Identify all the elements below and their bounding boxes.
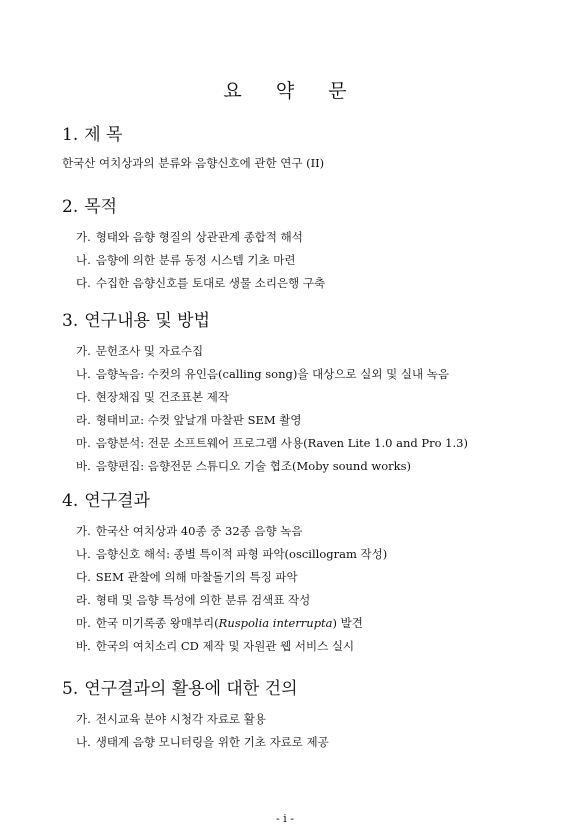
list-item <box>62 612 532 635</box>
item-prefix: 나. <box>76 367 91 381</box>
section-title <box>62 124 532 172</box>
section-heading-text: 제 목 <box>84 125 123 145</box>
item-text-after: ) 발견 <box>332 616 363 630</box>
list-item <box>62 708 532 731</box>
list-item <box>62 340 532 363</box>
list-item <box>62 226 532 249</box>
item-text: 음향녹음: 수컷의 유인음(calling song)을 대상으로 실외 및 실내 녹음 <box>95 367 449 381</box>
document-title: 요 약 문 <box>223 80 361 102</box>
list-item <box>62 566 532 589</box>
section-number: 4. <box>62 491 79 511</box>
section-number: 3. <box>62 311 79 331</box>
item-prefix: 가. <box>76 524 91 538</box>
section-purpose <box>62 196 532 295</box>
item-text: 음향분석: 전문 소프트웨어 프로그램 사용(Raven Lite 1.0 and Pro 1.3) <box>95 436 468 450</box>
item-prefix: 마. <box>76 436 91 450</box>
list-item <box>62 409 532 432</box>
item-text-before: 한국 미기록종 왕매부리( <box>95 616 219 630</box>
list-item <box>62 589 532 612</box>
item-prefix: 바. <box>76 459 91 473</box>
research-title-line: 한국산 여치상과의 분류와 음향신호에 관한 연구 (II) <box>62 156 325 170</box>
section-heading-text: 목적 <box>84 197 118 217</box>
item-prefix: 나. <box>76 735 91 749</box>
section-heading-text: 연구결과 <box>84 491 150 511</box>
list-item <box>62 363 532 386</box>
section-heading-text: 연구결과의 활용에 대한 건의 <box>84 679 298 699</box>
section-recommendations <box>62 678 532 754</box>
list-item <box>62 635 532 658</box>
page-number: - i - <box>276 812 294 825</box>
section-heading <box>62 124 532 146</box>
item-text: 한국의 여치소리 CD 제작 및 자원관 웹 서비스 실시 <box>95 639 355 653</box>
item-prefix: 다. <box>76 390 91 404</box>
list-item <box>62 520 532 543</box>
section-heading-text: 연구내용 및 방법 <box>84 311 210 331</box>
list-item <box>62 386 532 409</box>
list-item <box>62 455 532 478</box>
item-text: 형태와 음향 형질의 상관관계 종합적 해석 <box>95 230 303 244</box>
species-name-italic: Ruspolia interrupta <box>218 616 333 630</box>
item-prefix: 라. <box>76 593 91 607</box>
item-text: 현장채집 및 건조표본 제작 <box>95 390 229 404</box>
list-item <box>62 249 532 272</box>
list-item <box>62 543 532 566</box>
item-prefix: 마. <box>76 616 91 630</box>
list-item <box>62 272 532 295</box>
item-prefix: 바. <box>76 639 91 653</box>
list-item <box>62 432 532 455</box>
item-prefix: 라. <box>76 413 91 427</box>
item-text: 음향편집: 음향전문 스튜디오 기술 협조(Moby sound works) <box>95 459 411 473</box>
item-text: 음향에 의한 분류 동정 시스템 기초 마련 <box>95 253 296 267</box>
item-text: 형태 및 음향 특성에 의한 분류 검색표 작성 <box>95 593 311 607</box>
item-text: SEM 관찰에 의해 마찰돌기의 특징 파악 <box>95 570 298 584</box>
section-number: 1. <box>62 125 79 145</box>
item-prefix: 나. <box>76 253 91 267</box>
section-heading <box>62 196 532 218</box>
item-text: 한국산 여치상과 40종 중 32종 음향 녹음 <box>95 524 303 538</box>
item-prefix: 다. <box>76 570 91 584</box>
section-heading <box>62 678 532 700</box>
list-item <box>62 731 532 754</box>
item-prefix: 가. <box>76 344 91 358</box>
section-number: 5. <box>62 679 79 699</box>
section-heading <box>62 310 532 332</box>
item-text: 음향신호 해석: 종별 특이적 파형 파악(oscillogram 작성) <box>95 547 388 561</box>
item-prefix: 가. <box>76 230 91 244</box>
item-text: 전시교육 분야 시청각 자료로 활용 <box>95 712 266 726</box>
item-prefix: 나. <box>76 547 91 561</box>
item-text: 수집한 음향신호를 토대로 생물 소리은행 구축 <box>95 276 326 290</box>
section-results <box>62 490 532 658</box>
section-methods <box>62 310 532 478</box>
item-text: 형태비교: 수컷 앞날개 마찰판 SEM 촬영 <box>95 413 302 427</box>
section-heading <box>62 490 532 512</box>
section-number: 2. <box>62 197 79 217</box>
item-prefix: 다. <box>76 276 91 290</box>
item-text: 생태계 음향 모니터링을 위한 기초 자료로 제공 <box>95 735 329 749</box>
item-prefix: 가. <box>76 712 91 726</box>
item-text: 문헌조사 및 자료수집 <box>95 344 204 358</box>
